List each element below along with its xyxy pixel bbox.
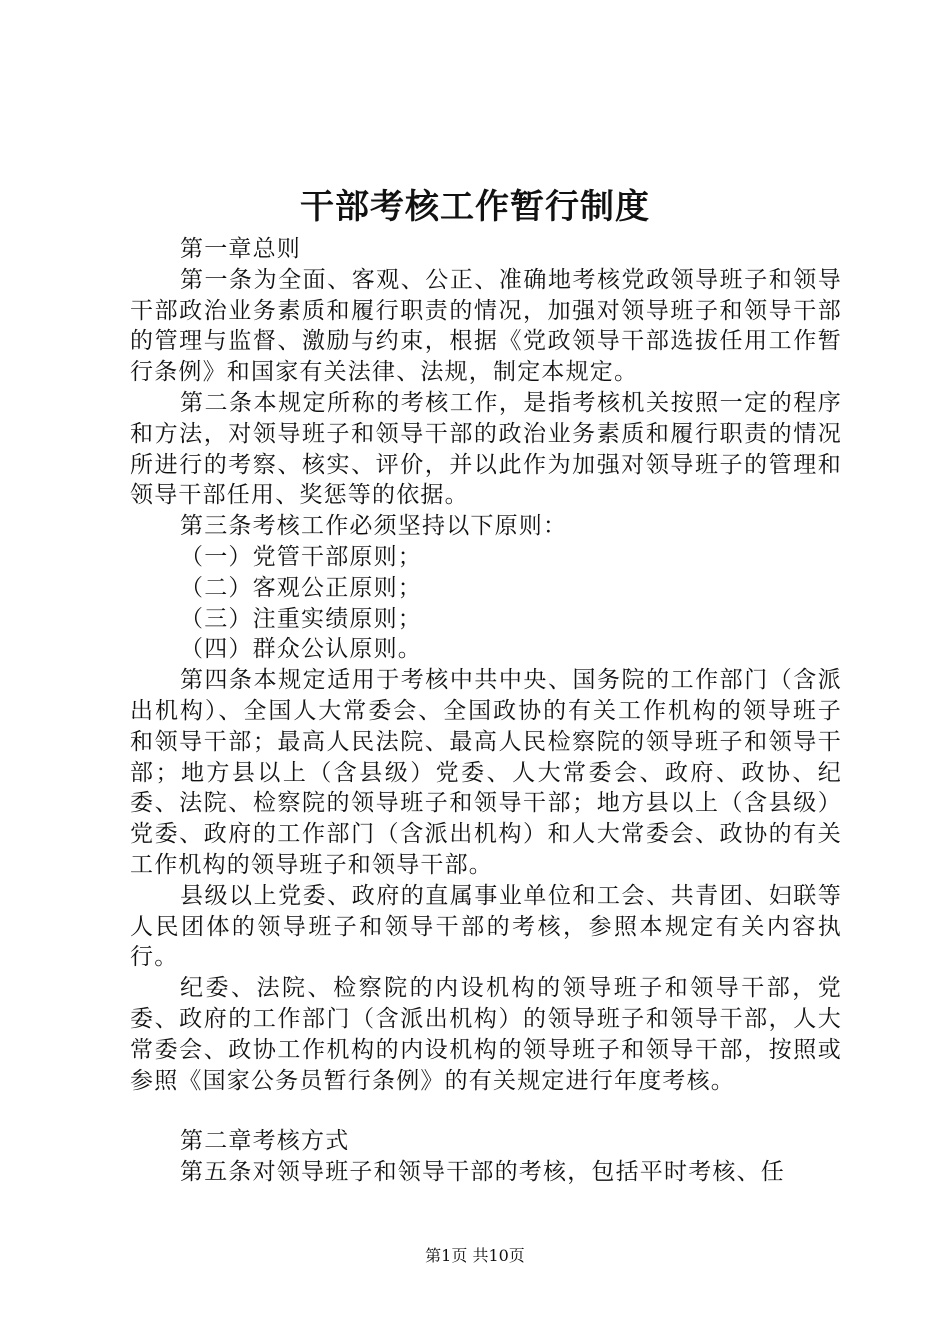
article-paragraph: 第一条为全面、客观、公正、准确地考核党政领导班子和领导干部政治业务素质和履行职责的情况，加强对领导班子和领导干部的管理与监督、激励与约束，根据《党政领导干部选拔任用工作暂行条例》和国家有关法律、法规，制定本规定。 <box>130 266 842 386</box>
principle-item: （二）客观公正原则； <box>180 574 422 601</box>
article-paragraph: 县级以上党委、政府的直属事业单位和工会、共青团、妇联等人民团体的领导班子和领导干部的考核，参照本规定有关内容执行。 <box>130 882 842 971</box>
article-paragraph: 第四条本规定适用于考核中共中央、国务院的工作部门（含派出机构）、全国人大常委会、全国政协的有关工作机构的领导班子和领导干部；最高人民法院、最高人民检察院的领导班子和领导干部；地方县以上（含县级）党委、人大常委会、政府、政协、纪委、法院、检察院的领导班子和领导干部；地方县以上（含县级）党委、政府的工作部门（含派出机构）和人大常委会、政协的有关工作机构的领导班子和领导干部。 <box>130 667 842 878</box>
principle-item: （三）注重实绩原则； <box>180 605 422 632</box>
document-body <box>130 234 842 1188</box>
chapter-heading: 第二章考核方式 <box>180 1128 350 1155</box>
principle-item: （一）党管干部原则； <box>180 543 422 570</box>
article-paragraph: 第二条本规定所称的考核工作，是指考核机关按照一定的程序和方法，对领导班子和领导干部的政治业务素质和履行职责的情况所进行的考察、核实、评价，并以此作为加强对领导班子的管理和领导干部任用、奖惩等的依据。 <box>130 389 842 509</box>
article-paragraph: 第五条对领导班子和领导干部的考核，包括平时考核、任 <box>180 1159 785 1186</box>
principle-item: （四）群众公认原则。 <box>180 636 422 663</box>
article-paragraph: 第三条考核工作必须坚持以下原则： <box>180 513 568 540</box>
page-footer: 第1页 共10页 <box>425 1246 525 1265</box>
document-title: 干部考核工作暂行制度 <box>300 187 650 227</box>
article-paragraph: 纪委、法院、检察院的内设机构的领导班子和领导干部，党委、政府的工作部门（含派出机构）的领导班子和领导干部，人大常委会、政协工作机构的内设机构的领导班子和领导干部，按照或参照《国家公务员暂行条例》的有关规定进行年度考核。 <box>130 975 842 1094</box>
chapter-heading: 第一章总则 <box>180 236 301 262</box>
